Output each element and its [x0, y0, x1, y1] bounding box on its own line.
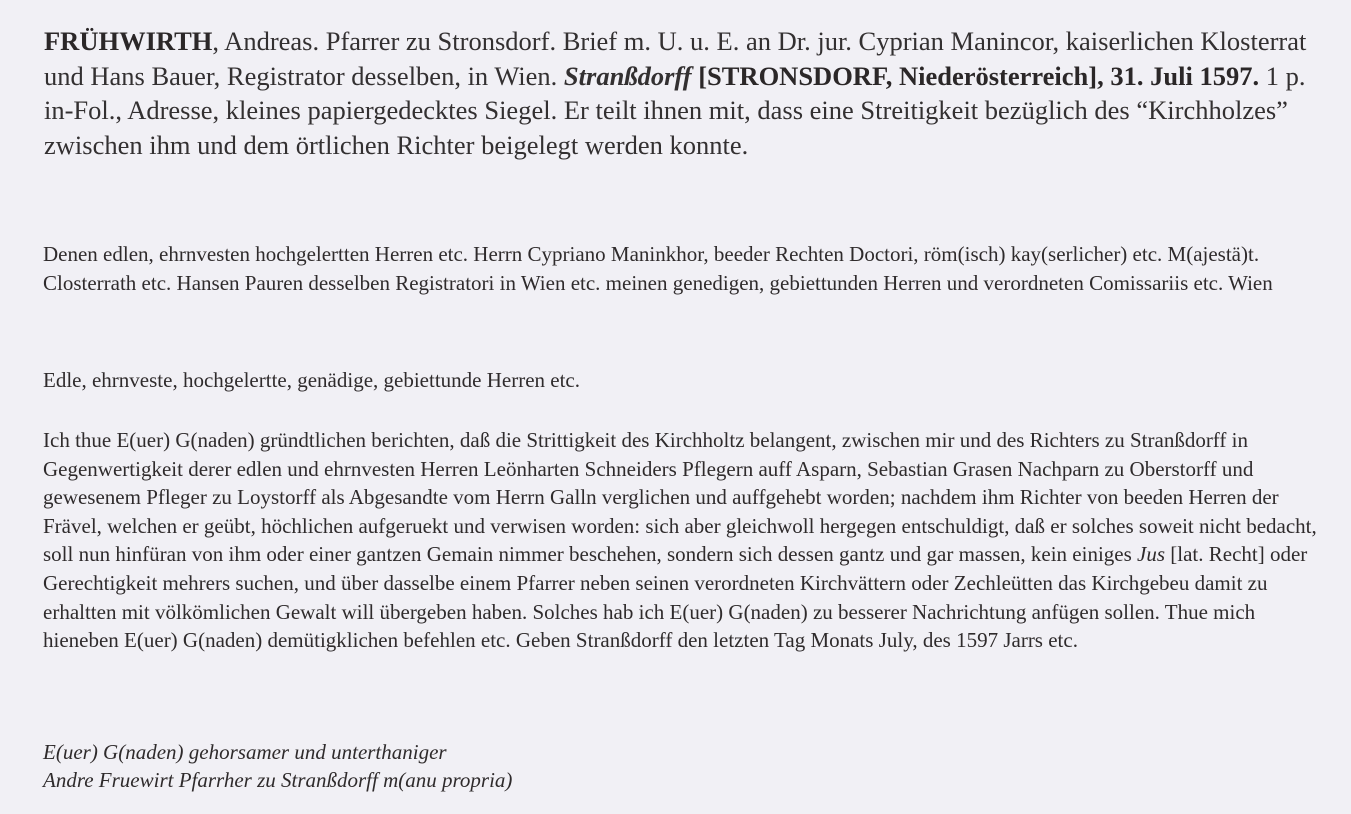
heading-summary: 1 p. in-Fol., Adresse, kleines papiergedecktes Siegel. Er teilt ihnen mit, dass eine Streitigkeit bezüglich des “Kirchholzes” zwischen ihm und dem örtlichen Richter beigelegt werden konnte. [44, 60, 1306, 160]
letter-address: Denen edlen, ehrnvesten hochgelertten Herren etc. Herrn Cypriano Maninkhor, beeder Rechten Doctori, röm(isch) kay(serlicher) etc. M(ajestä)t. Closterrath etc. Hansen Pauren desselben Registratori in Wien etc. meinen genedigen, gebiettunden Herren und verordneten Comissariis etc. Wien [43, 242, 1273, 295]
place-original: Stranßdorff [563, 60, 692, 91]
author-name: FRÜHWIRTH [44, 26, 213, 56]
catalogue-heading [44, 24, 1324, 162]
heading-description: , Andreas. Pfarrer zu Stronsdorf. Brief m. U. u. E. an Dr. jur. Cyprian Manincor, kaiserlichen Klosterrat und Hans Bauer, Registrator desselben, in Wien. [44, 26, 1307, 91]
letter-greeting: Edle, ehrnveste, hochgelertte, genädige, gebiettunde Herren etc. [43, 368, 581, 392]
letter-closing: E(uer) G(naden) gehorsamer und unterthaniger [43, 740, 447, 764]
letter-signature: Andre Fruewirt Pfarrher zu Stranßdorff m(anu propria) [43, 768, 513, 792]
place-date: [STRONSDORF, Niederösterreich], 31. Juli 1597. [698, 60, 1260, 91]
letter-body-part-1: Ich thue E(uer) G(naden) gründtlichen berichten, daß die Strittigkeit des Kirchholtz belangent, zwischen mir und des Richters zu Stranßdorff in Gegenwertigkeit derer edlen und ehrnvesten Herren Leönharten Schneiders Pflegern auff Asparn, Sebastian Grasen Nachparn zu Oberstorff und gewesenem Pfleger zu Loystorff als Abgesandte vom Herrn Galln verglichen und auffgehebt worden; nachdem ihm Richter von beeden Herren der Frävel, welchen er geübt, höchlichen aufgeruekt und verwisen worden: sich aber gleichwoll hergegen entschuldigt, daß er solches soweit nicht bedacht, soll nun hinfüran von ihm oder einer gantzen Gemain nimmer beschehen, sondern sich dessen gantz und gar massen, kein einiges [43, 428, 1317, 567]
letter-body-part-2: [lat. Recht] oder Gerechtigkeit mehrers suchen, und über dasselbe einem Pfarrer neben seinen verordneten Kirchvättern oder Zechleütten das Kirchgebeu damit zu erhaltten mit völkömlichen Gewalt will übergeben haben. Solches hab ich E(uer) G(naden) zu besserer Nachrichtung anfügen sollen. Thue mich hieneben E(uer) G(naden) demütigklichen befehlen etc. Geben Stranßdorff den letzten Tag Monats July, des 1597 Jarrs etc. [43, 542, 1308, 653]
letter-body [43, 426, 1333, 655]
latin-term: Jus [1137, 542, 1166, 567]
